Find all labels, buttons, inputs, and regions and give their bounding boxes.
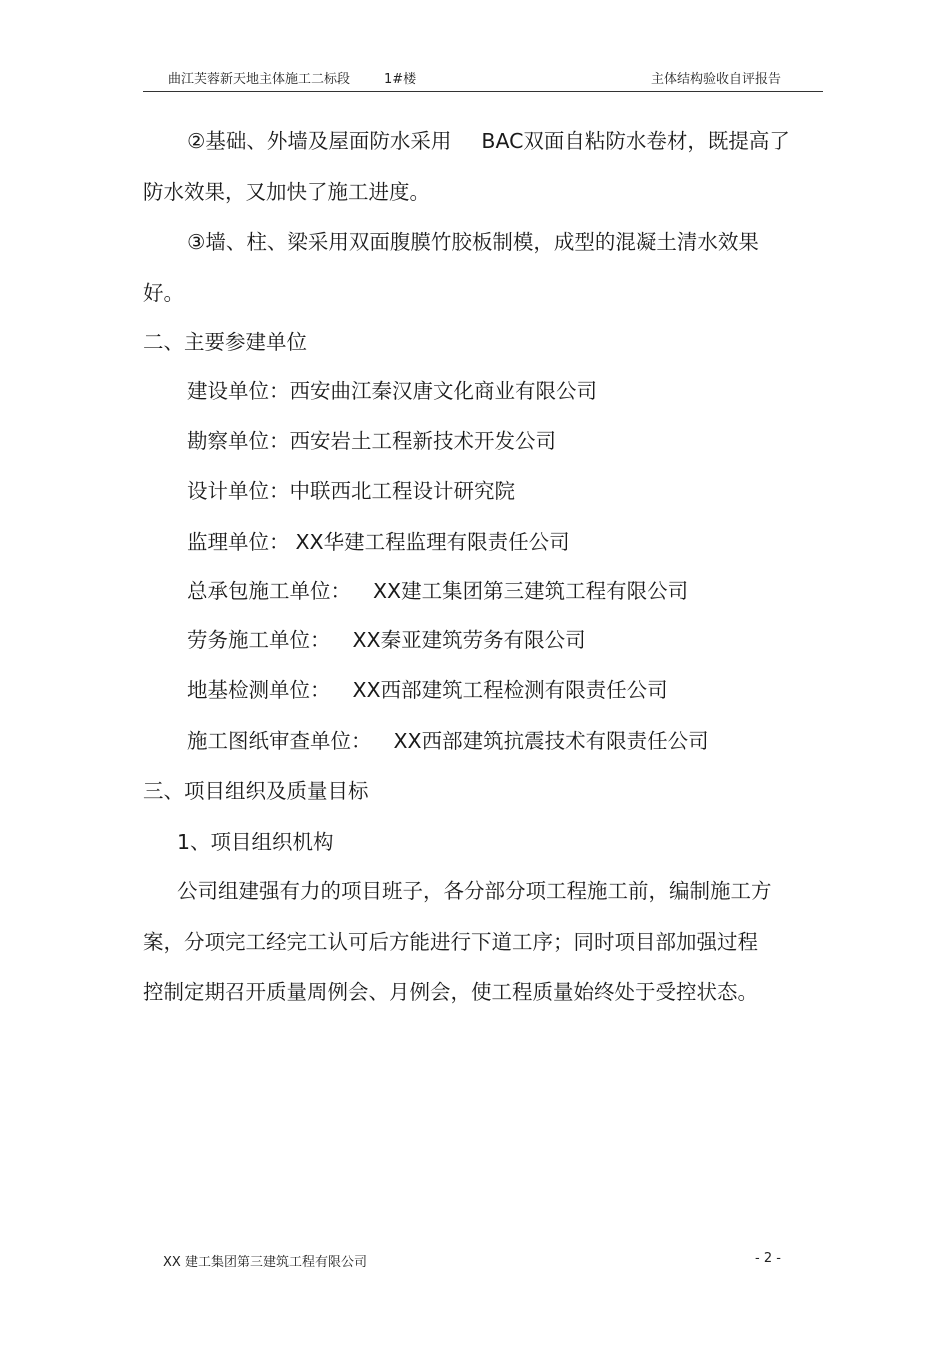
paragraph-organization: 公司组建强有力的项目班子，各分部分项工程施工前，编制施工方: [177, 879, 772, 903]
text-segment: ②基础、外墙及屋面防水采用: [187, 129, 452, 153]
page-number: - 2 -: [755, 1251, 781, 1266]
subsection-title: 1、项目组织机构: [177, 830, 334, 854]
unit-value: XX秦亚建筑劳务有限公司: [352, 628, 586, 652]
unit-line: [187, 528, 570, 556]
footer-company: XX 建工集团第三建筑工程有限公司: [163, 1255, 367, 1270]
section-title-organization: 三、项目组织及质量目标: [143, 779, 369, 803]
unit-value: 西安岩土工程新技术开发公司: [289, 429, 556, 453]
paragraph-line: 控制定期召开质量周例会、月例会，使工程质量始终处于受控状态。: [143, 980, 758, 1004]
header-report-title: 主体结构验收自评报告: [650, 72, 781, 87]
unit-label: 监理单位：: [187, 530, 290, 554]
unit-label: 劳务施工单位：: [187, 628, 331, 652]
page-header: [143, 66, 823, 92]
unit-label: 地基检测单位：: [187, 678, 331, 702]
paragraph-line: 防水效果，又加快了施工进度。: [143, 180, 430, 204]
header-left: [168, 68, 416, 87]
unit-label: 总承包施工单位：: [187, 579, 351, 603]
unit-value: 西安曲江秦汉唐文化商业有限公司: [289, 379, 597, 403]
text-segment: BAC双面自粘防水卷材，既提高了: [481, 129, 790, 153]
paragraph-line: 案，分项完工经完工认可后方能进行下道工序；同时项目部加强过程: [143, 930, 758, 954]
paragraph-formwork: ③墙、柱、梁采用双面腹膜竹胶板制模，成型的混凝土清水效果: [187, 230, 759, 254]
header-building: 1#楼: [384, 72, 417, 87]
unit-line: [187, 727, 709, 755]
unit-label: 勘察单位：: [187, 429, 290, 453]
unit-value: XX西部建筑抗震技术有限责任公司: [393, 729, 709, 753]
unit-line: [187, 577, 688, 605]
unit-line: [187, 676, 668, 704]
paragraph-waterproofing: [187, 127, 790, 155]
unit-value: XX华建工程监理有限责任公司: [295, 530, 570, 554]
unit-value: 中联西北工程设计研究院: [289, 479, 515, 503]
unit-value: XX建工集团第三建筑工程有限公司: [373, 579, 689, 603]
unit-label: 建设单位：: [187, 379, 290, 403]
unit-line: [187, 377, 597, 405]
unit-line: [187, 477, 515, 505]
header-project: 曲江芙蓉新天地主体施工二标段: [168, 72, 351, 87]
unit-line: [187, 427, 556, 455]
section-title-participants: 二、主要参建单位: [143, 330, 307, 354]
paragraph-line: 好。: [143, 281, 184, 305]
unit-label: 施工图纸审查单位：: [187, 729, 372, 753]
unit-line: [187, 626, 586, 654]
unit-label: 设计单位：: [187, 479, 290, 503]
header-rule: [143, 91, 823, 92]
unit-value: XX西部建筑工程检测有限责任公司: [352, 678, 668, 702]
